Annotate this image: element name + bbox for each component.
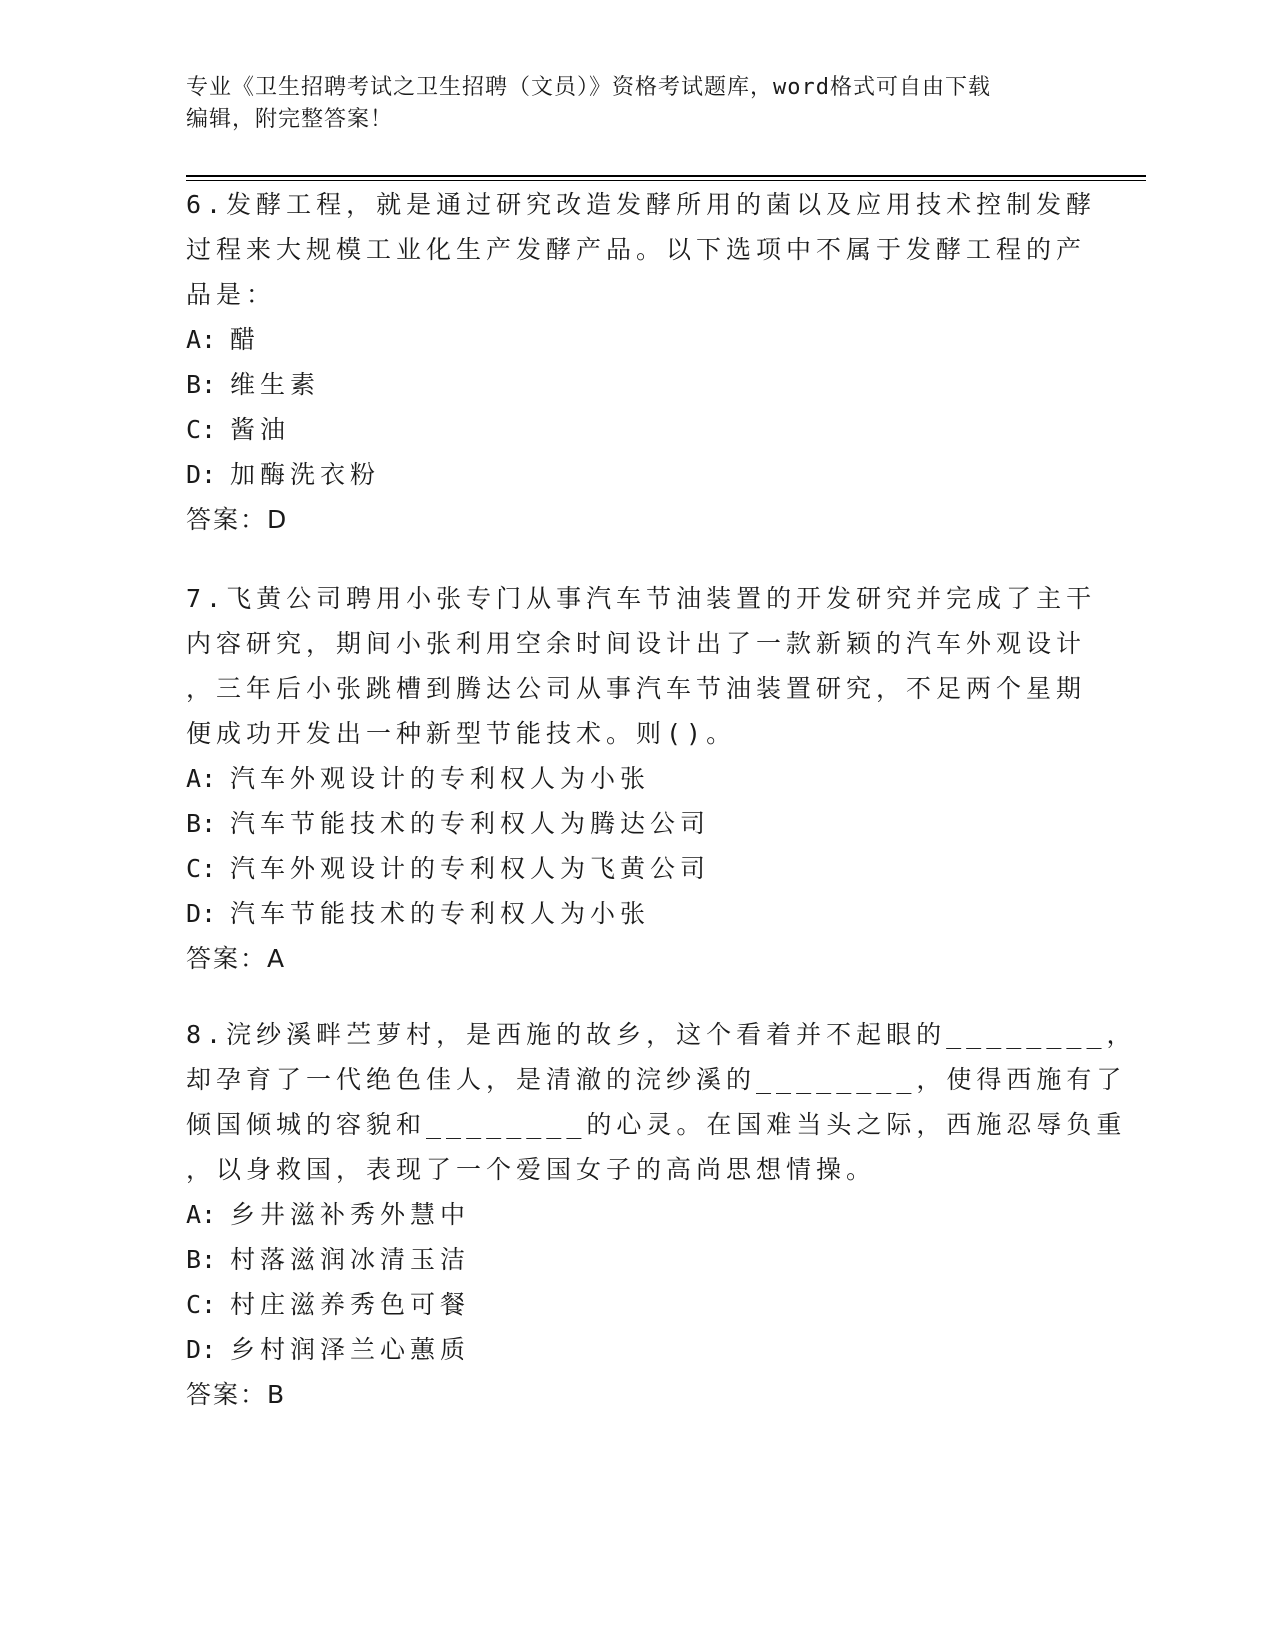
answer-line: 答案：B [186, 1380, 287, 1409]
question-6 [186, 182, 1097, 543]
option-text: 醋 [230, 325, 261, 354]
option-c [186, 846, 1066, 891]
option-key: C: [186, 415, 217, 444]
stem-line: 却孕育了一代绝色佳人，是清澈的浣纱溪的________，使得西施有了 [186, 1065, 1127, 1094]
question-stem [186, 1012, 1137, 1192]
option-key: A: [186, 1200, 217, 1229]
stem-line: 过程来大规模工业化生产发酵产品。以下选项中不属于发酵工程的产 [186, 235, 1087, 264]
option-key: A: [186, 325, 217, 354]
answer-line: 答案：D [186, 505, 289, 534]
option-text: 汽车外观设计的专利权人为小张 [230, 764, 651, 793]
stem-line: 倾国倾城的容貌和________的心灵。在国难当头之际，西施忍辱负重 [186, 1110, 1127, 1139]
stem-line: ，三年后小张跳槽到腾达公司从事汽车节油装置研究，不足两个星期 [186, 674, 1087, 703]
stem-line: 品是： [186, 280, 277, 309]
option-a [186, 1192, 1066, 1237]
stem-line: 7.飞黄公司聘用小张专门从事汽车节油装置的开发研究并完成了主干 [186, 584, 1097, 613]
option-b [186, 1237, 1066, 1282]
header-divider-thick [186, 175, 1146, 177]
option-key: D: [186, 460, 217, 489]
header-line-2: 编辑，附完整答案！ [186, 107, 394, 132]
question-7 [186, 576, 1097, 982]
option-b [186, 362, 1066, 407]
option-c [186, 1282, 1066, 1327]
option-c [186, 407, 1066, 452]
option-key: D: [186, 899, 217, 928]
option-a [186, 317, 1066, 362]
option-key: B: [186, 1245, 217, 1274]
option-d [186, 452, 1066, 497]
option-text: 汽车外观设计的专利权人为飞黄公司 [230, 854, 711, 883]
question-stem [186, 576, 1097, 756]
option-key: B: [186, 809, 217, 838]
option-text: 村庄滋养秀色可餐 [230, 1290, 471, 1319]
option-text: 乡村润泽兰心蕙质 [230, 1335, 471, 1364]
stem-line: 便成功开发出一种新型节能技术。则()。 [186, 719, 737, 748]
stem-line: 6.发酵工程，就是通过研究改造发酵所用的菌以及应用技术控制发酵 [186, 190, 1097, 219]
question-8 [186, 1012, 1137, 1418]
option-text: 汽车节能技术的专利权人为小张 [230, 899, 651, 928]
stem-line: 8.浣纱溪畔苎萝村，是西施的故乡，这个看着并不起眼的________， [186, 1020, 1137, 1049]
header-line-1: 专业《卫生招聘考试之卫生招聘（文员）》资格考试题库，word格式可自由下载 [186, 75, 991, 100]
option-text: 酱油 [230, 415, 291, 444]
option-text: 加酶洗衣粉 [230, 460, 381, 489]
stem-line: ，以身救国，表现了一个爱国女子的高尚思想情操。 [186, 1155, 877, 1184]
option-text: 汽车节能技术的专利权人为腾达公司 [230, 809, 711, 838]
option-key: C: [186, 854, 217, 883]
option-key: B: [186, 370, 217, 399]
option-key: C: [186, 1290, 217, 1319]
option-d [186, 891, 1066, 936]
option-d [186, 1327, 1066, 1372]
answer-line: 答案：A [186, 944, 287, 973]
header-divider-thin [186, 180, 1146, 181]
question-stem [186, 182, 1097, 317]
option-key: D: [186, 1335, 217, 1364]
option-a [186, 756, 1066, 801]
option-text: 维生素 [230, 370, 321, 399]
document-header [186, 72, 1066, 136]
stem-line: 内容研究，期间小张利用空余时间设计出了一款新颖的汽车外观设计 [186, 629, 1087, 658]
option-text: 乡井滋补秀外慧中 [230, 1200, 471, 1229]
option-b [186, 801, 1066, 846]
option-text: 村落滋润冰清玉洁 [230, 1245, 471, 1274]
option-key: A: [186, 764, 217, 793]
